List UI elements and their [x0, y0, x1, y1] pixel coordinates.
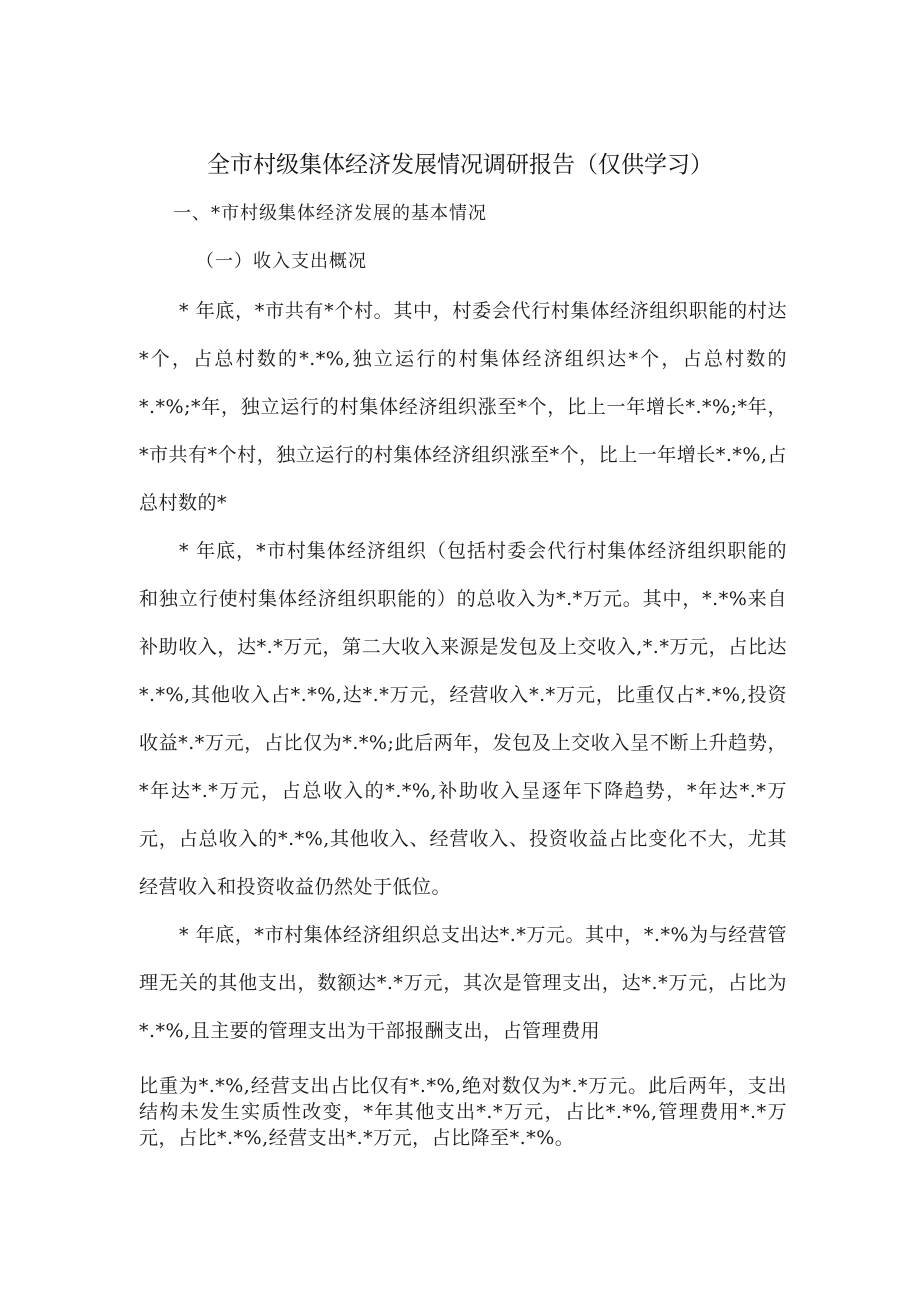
paragraph-village-count: * 年底，*市共有*个村。其中，村委会代行村集体经济组织职能的村达*个，占总村数的*.*%,独立运行的村集体经济组织达*个，占总村数的*.*%;*年，独立运行的村集体经济组织涨至*个，比上一年增长*.*%;*年，*市共有*个村，独立运行的村集体经济组织涨至*个，比上一年增长*.*%,占总村数的* — [139, 300, 787, 514]
paragraph-expenditure-continued: 比重为*.*%,经营支出占比仅有*.*%,绝对数仅为*.*万元。此后两年，支出结构未发生实质性改变，*年其他支出*.*万元，占比*.*%,管理费用*.*万元，占比*.*%,经营支出*.*万元，占比降至*.*%。 — [139, 1075, 787, 1149]
paragraph-income: * 年底，*市村集体经济组织（包括村委会代行村集体经济组织职能的和独立行使村集体经济组织职能的）的总收入为*.*万元。其中，*.*%来自补助收入，达*.*万元，第二大收入来源是发包及上交收入,*.*万元，占比达*.*%,其他收入占*.*%,达*.*万元，经营收入*.*万元，比重仅占*.*%,投资收益*.*万元，占比仅为*.*%;此后两年，发包及上交收入呈不断上升趋势，*年达*.*万元，占总收入的*.*%,补助收入呈逐年下降趋势，*年达*.*万元，占总收入的*.*%,其他收入、经营收入、投资收益占比变化不大，尤其经营收入和投资收益仍然处于低位。 — [139, 540, 787, 898]
paragraph-expenditure: * 年底，*市村集体经济组织总支出达*.*万元。其中，*.*%为与经营管理无关的其他支出，数额达*.*万元，其次是管理支出，达*.*万元，占比为*.*%,且主要的管理支出为干部报酬支出，占管理费用 — [139, 924, 787, 1042]
document-title: 全市村级集体经济发展情况调研报告（仅供学习） — [207, 152, 713, 178]
subsection-heading: （一）收入支出概况 — [196, 251, 367, 272]
section-heading: 一、*市村级集体经济发展的基本情况 — [173, 203, 487, 224]
